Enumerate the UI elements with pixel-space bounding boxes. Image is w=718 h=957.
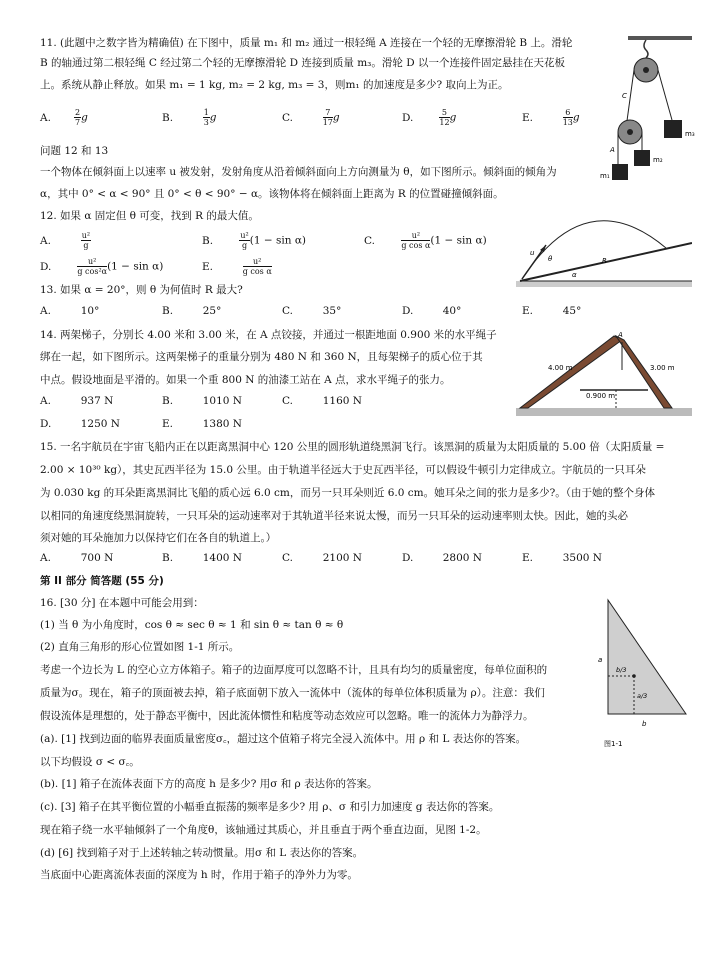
ceiling xyxy=(628,36,692,40)
label-alpha: α xyxy=(572,271,577,279)
q16-line-10: (c). [3] 箱子在其平衡位置的小幅垂直振荡的频率是多少? 用 ρ、σ 和引力加速度 g 表达你的答案。 xyxy=(40,801,500,813)
q15-line-1: 15. 一名宇航员在宇宙飞船内正在以距离黑洞中心 120 公里的圆形轨道绕黑洞飞行。该黑洞的质量为太阳质量的 5.00 倍（太阳质量 = xyxy=(40,441,665,453)
q16-line-7: (a). [1] 找到边面的临界表面质量密度σ꜀，超过这个值箱子将完全浸入流体中。用 ρ 和 L 表达你的答案。 xyxy=(40,733,527,745)
q12-option-b[interactable]: B. $\frac{\text{u²}}{g}$ (1 − sin α) xyxy=(202,231,307,250)
mass-m2 xyxy=(634,150,650,166)
q15-line-3: 为 0.030 kg 的耳朵距离黑洞比飞船的质心远 6.0 cm，而另一只耳朵则近 6.0 cm。她耳朵之间的张力是多少?。（由于她的整个身体 xyxy=(40,487,655,499)
ladder-figure xyxy=(516,330,692,422)
q11-line-1: 11. (此题中之数字皆为精确值) 在下图中，质量 m₁ 和 m₂ 通过一根轻绳 A 连接在一个轻的无摩擦滑轮 B 上。滑轮 xyxy=(40,37,573,49)
triangle-figure xyxy=(594,596,694,754)
label-b-side: b xyxy=(642,720,647,728)
q14-line-1: 14. 两架梯子，分别长 4.00 米和 3.00 米，在 A 点铰接，并通过一根距地面 0.900 米的水平绳子 xyxy=(40,329,497,341)
ladder-right xyxy=(616,336,672,408)
pulley-d-axle xyxy=(643,67,649,73)
label-m1: m₁ xyxy=(600,172,610,180)
q12-option-e[interactable]: E. $\frac{\text{u²}}{\text{g cos α}}$ xyxy=(202,257,272,276)
label-rope-height: 0.900 m xyxy=(586,392,616,400)
pulley-figure xyxy=(598,36,698,186)
q16-line-6: 假设流体是理想的，处于静态平衡中，因此流体惯性和粘度等动态效应可以忽略。唯一的流体力为静浮力。 xyxy=(40,710,534,722)
label-m2: m₂ xyxy=(653,156,663,164)
label-theta: θ xyxy=(548,255,553,263)
mass-m1 xyxy=(612,164,628,180)
label-right-length: 3.00 m xyxy=(650,364,675,372)
q13-option-b[interactable]: B. 25° xyxy=(162,305,222,317)
label-a-point: A xyxy=(618,331,623,339)
q15-line-2: 2.00 × 10³⁰ kg），其史瓦西半径为 15.0 公里。由于轨道半径远大于史瓦西半径，可以假设牛顿引力定律成立。宇航员的一只耳朵 xyxy=(40,464,646,476)
q14-line-2: 绑在一起，如下图所示。这两架梯子的重量分别为 480 N 和 360 N，且每架梯子的质心位于其 xyxy=(40,351,483,363)
label-r: R xyxy=(602,257,607,265)
centroid-point xyxy=(632,674,636,678)
label-m3: m₃ xyxy=(685,130,695,138)
q16-line-8: 以下均假设 σ < σ꜀。 xyxy=(40,756,140,768)
hook xyxy=(644,40,648,58)
q14-option-e[interactable]: E. 1380 N xyxy=(162,418,242,430)
q16-line-1: 16. [30 分] 在本题中可能会用到： xyxy=(40,597,204,609)
q14-option-c[interactable]: C. 1160 N xyxy=(282,395,362,407)
q11-option-e[interactable]: E. $\frac{6}{13}$ g xyxy=(522,108,580,127)
label-c: C xyxy=(622,92,627,100)
q12-option-a[interactable]: A. $\frac{\text{u²}}{g}$ xyxy=(40,231,91,250)
q11-line-2: B 的轴通过第二根轻绳 C 经过第二个轻的无摩擦滑轮 D 连接到质量 m₃。滑轮 D 以一个连接件固定悬挂在天花板 xyxy=(40,57,565,69)
part2-header: 第 II 部分 简答题 (55 分) xyxy=(40,575,164,587)
label-left-length: 4.00 m xyxy=(548,364,573,372)
q14-line-3: 中点。假设地面是平滑的。如果一个重 800 N 的油漆工站在 A 点，求水平绳子的张力。 xyxy=(40,374,451,386)
q15-line-5: 须对她的耳朵施加力以保持它们在各自的轨道上。） xyxy=(40,532,277,544)
q12-13-header: 问题 12 和 13 xyxy=(40,145,109,157)
q15-option-c[interactable]: C. 2100 N xyxy=(282,552,362,564)
q12-13-intro-2: α，其中 0° < α < 90° 且 0° < θ < 90° − α。该物体将在倾斜面上距离为 R 的位置碰撞倾斜面。 xyxy=(40,188,504,200)
q12-13-intro-1: 一个物体在倾斜面上以速率 u 被发射，发射角度从沿着倾斜面向上方向测量为 θ，如下图所示。倾斜面的倾角为 xyxy=(40,166,557,178)
q15-option-e[interactable]: E. 3500 N xyxy=(522,552,602,564)
q16-line-13: 当底面中心距离流体表面的深度为 h 时，作用于箱子的净外力为零。 xyxy=(40,869,358,881)
q12-option-d[interactable]: D. $\frac{\text{u²}}{\text{g cos²α}}$ (1 − sin α) xyxy=(40,257,164,276)
q15-option-d[interactable]: D. 2800 N xyxy=(402,552,482,564)
q12-stem: 12. 如果 α 固定但 θ 可变，找到 R 的最大值。 xyxy=(40,210,259,222)
q11-line-3: 上。系统从静止释放。如果 m₁ = 1 kg, m₂ = 2 kg, m₃ = 3，则m₁ 的加速度是多少? 取向上为正。 xyxy=(40,79,509,91)
pulley-b-axle xyxy=(627,129,633,135)
q14-option-a[interactable]: A. 937 N xyxy=(40,395,114,407)
q12-option-c[interactable]: C. $\frac{\text{u²}}{\text{g cos α}}$ (1 − sin α) xyxy=(364,231,487,250)
q13-stem: 13. 如果 α = 20°，则 θ 为何值时 R 最大? xyxy=(40,284,243,296)
q15-option-b[interactable]: B. 1400 N xyxy=(162,552,242,564)
rope-c xyxy=(626,70,634,128)
q11-option-c[interactable]: C. $\frac{7}{17}$ g xyxy=(282,108,340,127)
q16-line-11: 现在箱子绕一水平轴倾斜了一个角度θ，该轴通过其质心，并且垂直于两个垂直边面，见图 1-2。 xyxy=(40,824,487,836)
q13-option-d[interactable]: D. 40° xyxy=(402,305,462,317)
q15-option-a[interactable]: A. 700 N xyxy=(40,552,114,564)
q13-option-a[interactable]: A. 10° xyxy=(40,305,100,317)
incline-figure xyxy=(516,195,692,291)
q16-line-12: (d) [6] 找到箱子对于上述转轴之转动惯量。用σ 和 L 表达你的答案。 xyxy=(40,847,364,859)
label-a: A xyxy=(610,146,615,154)
q16-line-3: (2) 直角三角形的形心位置如图 1-1 所示。 xyxy=(40,641,240,653)
q11-option-b[interactable]: B. $\frac{1}{3}$ g xyxy=(162,108,217,127)
q14-option-b[interactable]: B. 1010 N xyxy=(162,395,242,407)
q11-option-d[interactable]: D. $\frac{5}{12}$ g xyxy=(402,108,457,127)
q16-line-5: 质量为σ。现在，箱子的顶面被去掉，箱子底面朝下放入一流体中（流体的每单位体积质量为 ρ）。注意：我们 xyxy=(40,687,545,699)
rope-c-right xyxy=(658,70,672,120)
figure-caption: 图1-1 xyxy=(604,740,623,748)
mass-m3 xyxy=(664,120,682,138)
label-u: u xyxy=(530,249,535,257)
label-a3: a/3 xyxy=(637,692,648,700)
q13-option-c[interactable]: C. 35° xyxy=(282,305,342,317)
q16-line-9: (b). [1] 箱子在流体表面下方的高度 h 是多少? 用σ 和 ρ 表达你的答案。 xyxy=(40,778,378,790)
ground xyxy=(516,281,692,287)
q13-option-e[interactable]: E. 45° xyxy=(522,305,582,317)
q16-line-4: 考虑一个边长为 L 的空心立方体箱子。箱子的边面厚度可以忽略不计，且具有均匀的质量密度，每单位面积的 xyxy=(40,664,548,676)
q15-line-4: 以相同的角速度绕黑洞旋转，一只耳朵的运动速率对于其轨道半径来说太慢，而另一只耳朵的运动速率则太快。因此，她的头必 xyxy=(40,510,628,522)
q16-line-2: (1) 当 θ 为小角度时，cos θ ≈ sec θ ≈ 1 和 sin θ ≈ tan θ ≈ θ xyxy=(40,619,344,631)
q11-option-a[interactable]: A. $\frac{2}{7}$ g xyxy=(40,108,88,127)
floor xyxy=(516,408,692,416)
q14-option-d[interactable]: D. 1250 N xyxy=(40,418,120,430)
label-b3: b/3 xyxy=(616,666,627,674)
label-a-side: a xyxy=(598,656,603,664)
